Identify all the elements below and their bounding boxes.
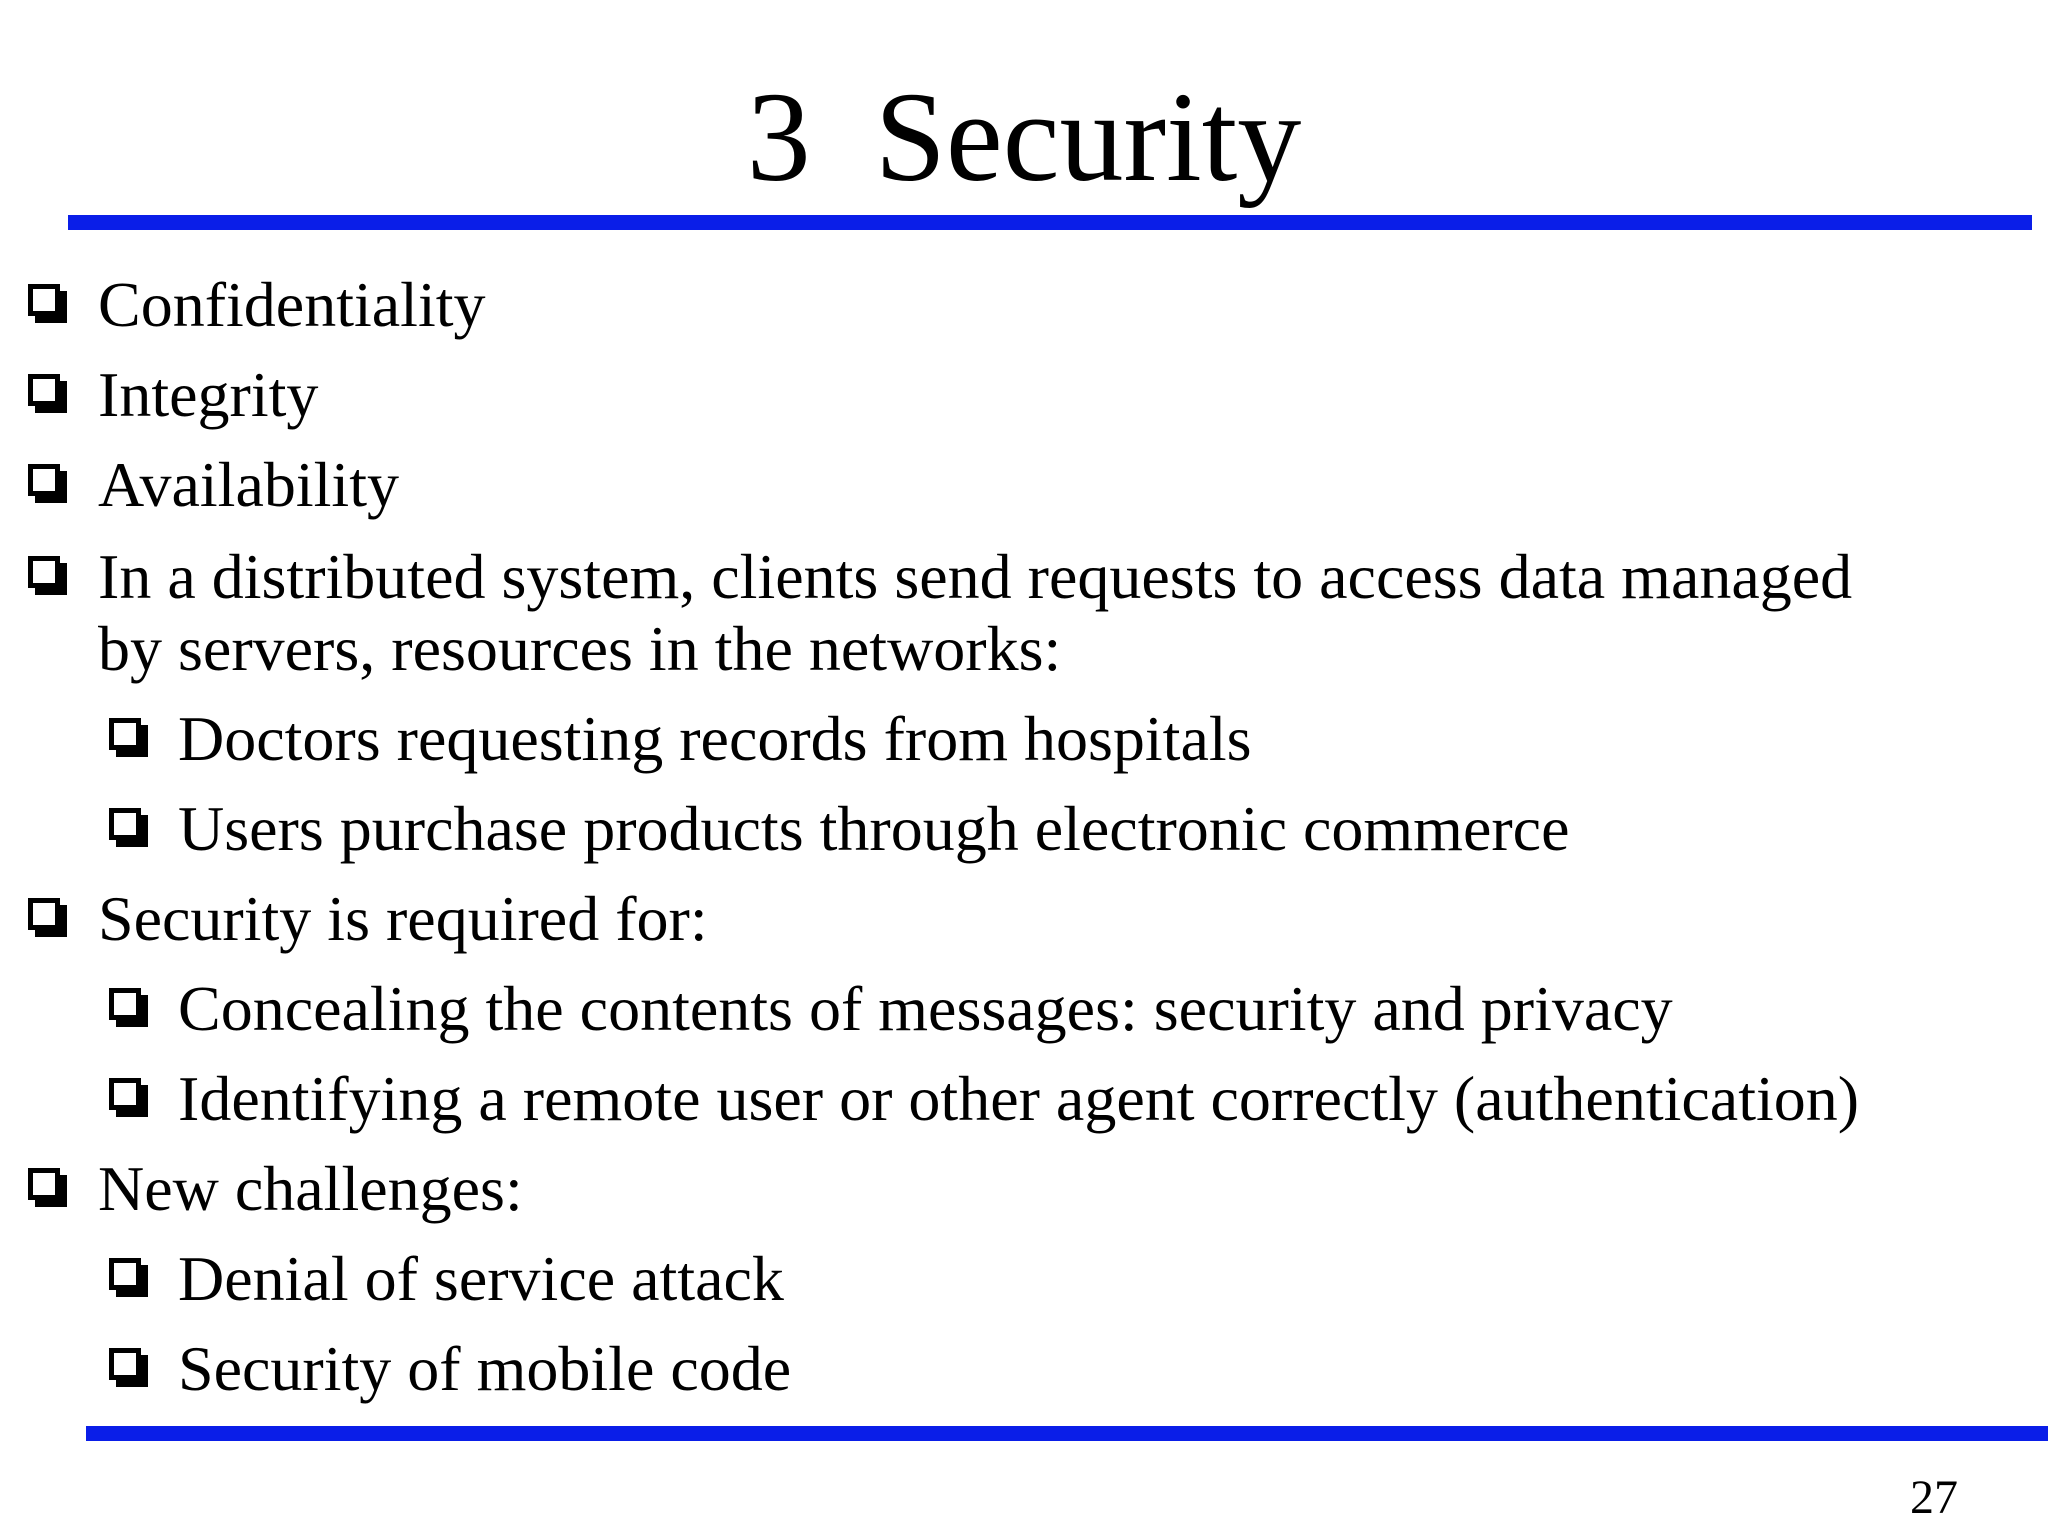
bullet-text: Security of mobile code	[178, 1333, 792, 1404]
bullet-text: Concealing the contents of messages: security and privacy	[178, 973, 1673, 1044]
checkbox-bullet-icon	[28, 464, 60, 496]
bullet-text: by servers, resources in the networks:	[98, 613, 1062, 684]
bullet-text: Availability	[98, 449, 399, 520]
footer-rule	[86, 1426, 2048, 1441]
checkbox-bullet-icon	[109, 718, 141, 750]
bullet-text: Security is required for:	[98, 883, 708, 954]
checkbox-bullet-icon	[28, 284, 60, 316]
bullet-text: In a distributed system, clients send requests to access data managed	[98, 541, 1853, 612]
checkbox-bullet-icon	[109, 1078, 141, 1110]
checkbox-bullet-icon	[109, 988, 141, 1020]
checkbox-bullet-icon	[109, 1348, 141, 1380]
bullet-text: New challenges:	[98, 1153, 523, 1224]
checkbox-bullet-icon	[28, 556, 60, 588]
bullet-text: Doctors requesting records from hospitals	[178, 703, 1252, 774]
checkbox-bullet-icon	[28, 374, 60, 406]
bullet-text: Users purchase products through electronic commerce	[178, 793, 1570, 864]
checkbox-bullet-icon	[109, 808, 141, 840]
page-number: 27	[1910, 1471, 1958, 1524]
bullet-text: Denial of service attack	[178, 1243, 784, 1314]
bullet-text: Confidentiality	[98, 269, 486, 340]
bullet-text: Integrity	[98, 359, 319, 430]
checkbox-bullet-icon	[28, 1168, 60, 1200]
slide-title: 3 Security	[746, 66, 1302, 208]
checkbox-bullet-icon	[109, 1258, 141, 1290]
title-underline	[68, 215, 2032, 230]
bullet-text: Identifying a remote user or other agent correctly (authentication)	[178, 1063, 1860, 1134]
checkbox-bullet-icon	[28, 898, 60, 930]
